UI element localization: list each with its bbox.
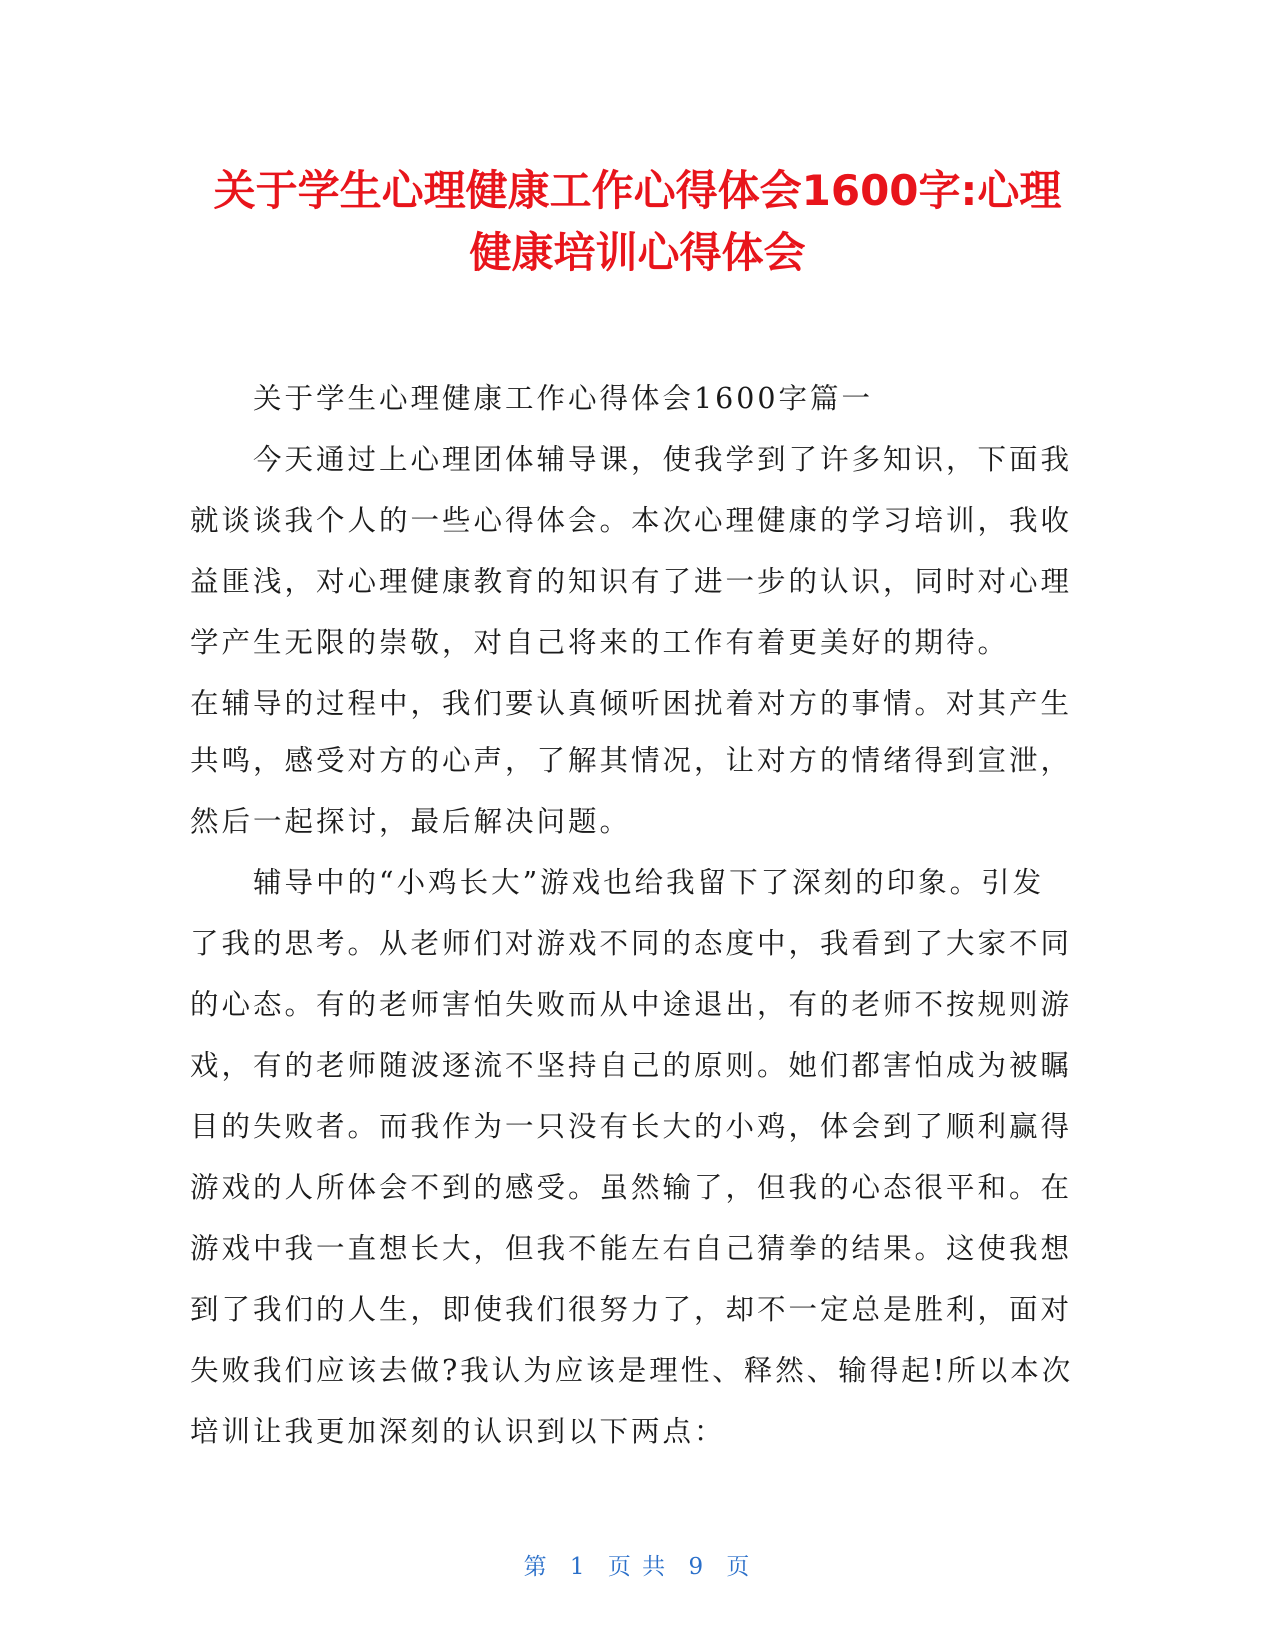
body-line: 今天通过上心理团体辅导课，使我学到了许多知识，下面我	[190, 443, 1073, 476]
body-line: 失败我们应该去做?我认为应该是理性、释然、输得起!所以本次	[190, 1354, 1074, 1387]
body-line: 了我的思考。从老师们对游戏不同的态度中，我看到了大家不同	[190, 927, 1073, 960]
body-line: 在辅导的过程中，我们要认真倾听困扰着对方的事情。对其产生	[190, 687, 1073, 720]
page-footer	[0, 1548, 1275, 1581]
title-line-1: 关于学生心理健康工作心得体会1600字:心理	[213, 166, 1062, 215]
body-line: 到了我们的人生，即使我们很努力了，却不一定总是胜利，面对	[190, 1293, 1073, 1326]
title-line-2: 健康培训心得体会	[469, 228, 806, 277]
body-line: 的心态。有的老师害怕失败而从中途退出，有的老师不按规则游	[190, 988, 1073, 1021]
footer-prefix: 第	[523, 1554, 549, 1580]
body-line: 游戏中我一直想长大，但我不能左右自己猜拳的结果。这使我想	[190, 1232, 1073, 1265]
footer-page-number: 1	[569, 1554, 587, 1580]
body-line: 学产生无限的崇敬，对自己将来的工作有着更美好的期待。	[190, 626, 1010, 659]
body-line: 培训让我更加深刻的认识到以下两点：	[190, 1415, 726, 1448]
document-title	[150, 160, 1125, 284]
footer-mid: 页 共	[607, 1554, 668, 1580]
body-line: 戏，有的老师随波逐流不坚持自己的原则。她们都害怕成为被瞩	[190, 1049, 1073, 1082]
body-line: 就谈谈我个人的一些心得体会。本次心理健康的学习培训，我收	[190, 504, 1073, 537]
body-line: 益匪浅，对心理健康教育的知识有了进一步的认识，同时对心理	[190, 565, 1073, 598]
body-line: 共鸣，感受对方的心声，了解其情况，让对方的情绪得到宣泄，	[190, 744, 1073, 777]
document-body	[190, 368, 1074, 1462]
body-line: 游戏的人所体会不到的感受。虽然输了，但我的心态很平和。在	[190, 1171, 1073, 1204]
footer-total-pages: 9	[688, 1554, 706, 1580]
body-line: 然后一起探讨，最后解决问题。	[190, 805, 632, 838]
body-line: 辅导中的“小鸡长大”游戏也给我留下了深刻的印象。引发	[190, 866, 1045, 899]
body-line: 目的失败者。而我作为一只没有长大的小鸡，体会到了顺利赢得	[190, 1110, 1073, 1143]
footer-suffix: 页	[726, 1554, 752, 1580]
body-line: 关于学生心理健康工作心得体会1600字篇一	[190, 382, 874, 415]
